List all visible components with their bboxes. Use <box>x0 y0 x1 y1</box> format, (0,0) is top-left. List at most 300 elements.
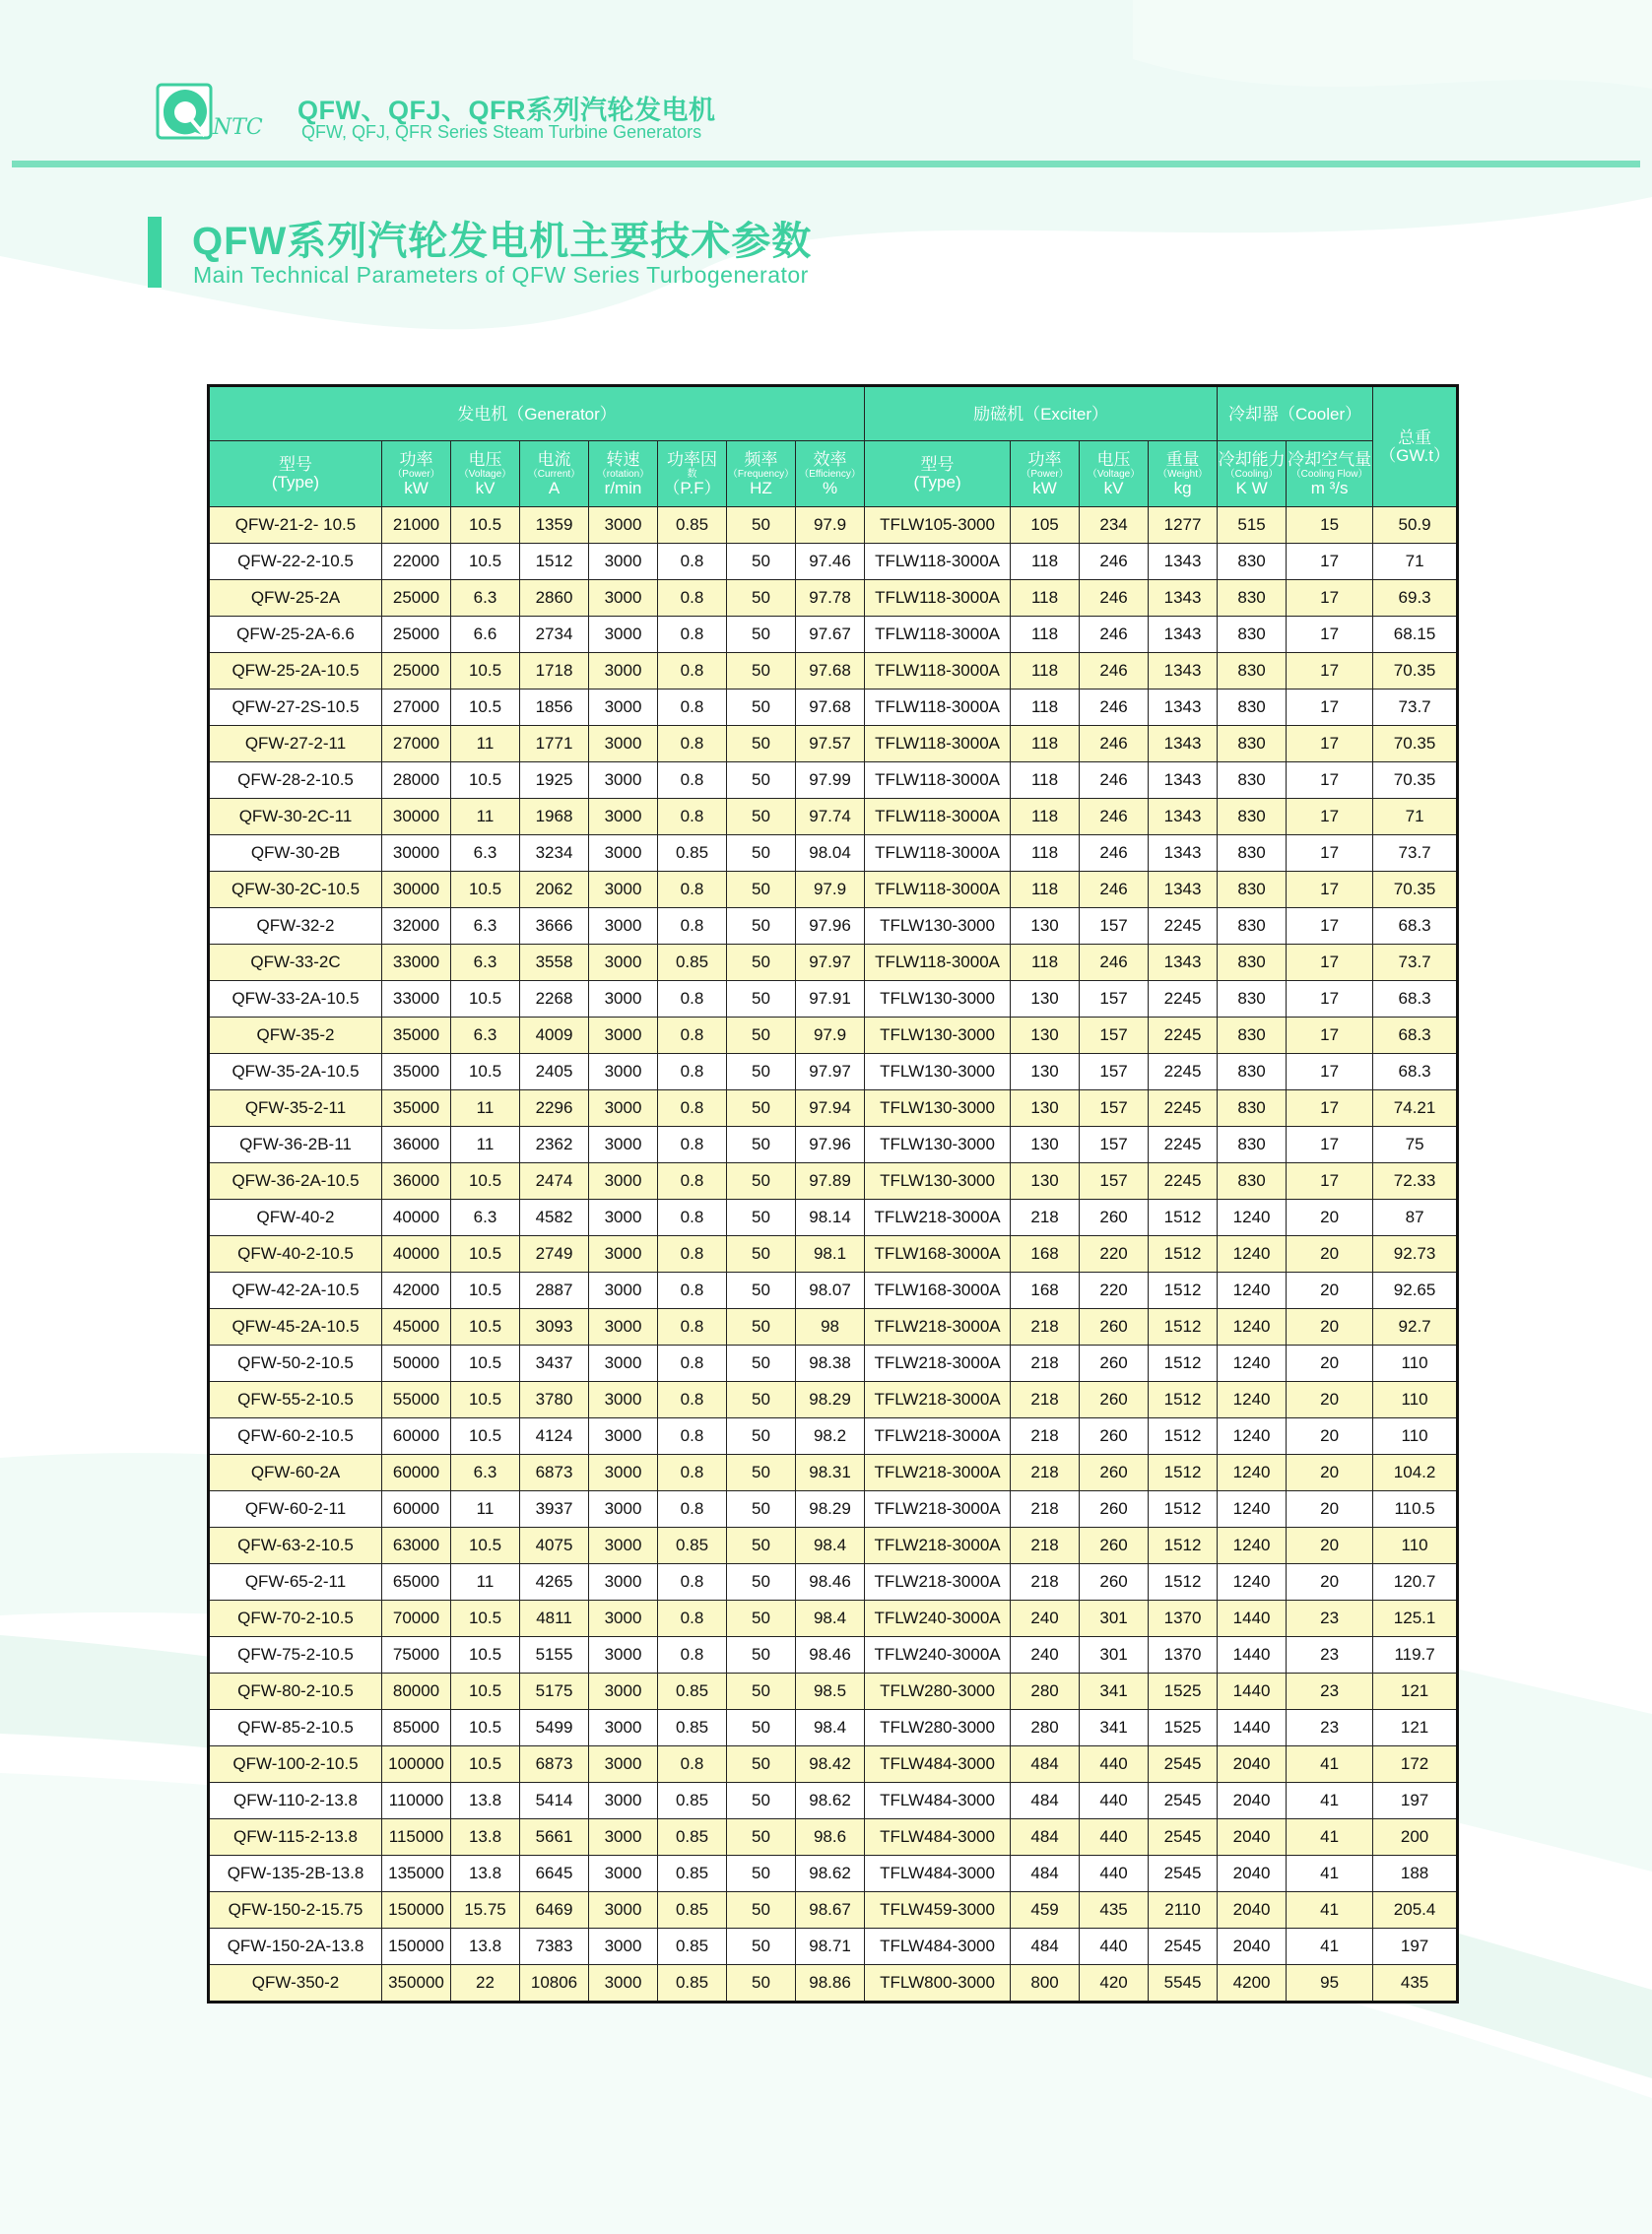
logo-text: NTC <box>213 115 263 140</box>
table-cell: 420 <box>1080 1965 1149 2003</box>
table-cell: 11 <box>451 726 520 762</box>
table-cell: 118 <box>1011 653 1080 690</box>
table-cell: 1512 <box>1149 1200 1218 1236</box>
table-cell: 830 <box>1218 835 1287 872</box>
table-cell: 75 <box>1373 1127 1458 1163</box>
table-cell: 73.7 <box>1373 945 1458 981</box>
table-cell: 1512 <box>1149 1564 1218 1601</box>
table-cell: TFLW130-3000 <box>865 1127 1011 1163</box>
table-cell: QFW-35-2A-10.5 <box>209 1054 382 1090</box>
table-cell: 70.35 <box>1373 653 1458 690</box>
table-cell: 0.8 <box>658 1054 727 1090</box>
header-divider <box>12 161 1640 167</box>
table-cell: 3000 <box>589 1746 658 1783</box>
table-cell: 50 <box>727 1710 796 1746</box>
table-cell: 10.5 <box>451 1601 520 1637</box>
table-cell: 50 <box>727 1564 796 1601</box>
table-cell: 1343 <box>1149 726 1218 762</box>
table-cell: 10.5 <box>451 653 520 690</box>
table-cell: 0.8 <box>658 653 727 690</box>
table-cell: 3000 <box>589 726 658 762</box>
table-cell: QFW-40-2-10.5 <box>209 1236 382 1273</box>
table-cell: 1968 <box>520 799 589 835</box>
table-cell: 1240 <box>1218 1273 1287 1309</box>
table-cell: 1440 <box>1218 1601 1287 1637</box>
table-cell: 130 <box>1011 1054 1080 1090</box>
table-cell: 1343 <box>1149 762 1218 799</box>
table-cell: 0.8 <box>658 726 727 762</box>
table-cell: 98.6 <box>796 1819 865 1856</box>
table-cell: 0.8 <box>658 1018 727 1054</box>
table-cell: 0.8 <box>658 690 727 726</box>
table-cell: 68.3 <box>1373 1054 1458 1090</box>
table-cell: 260 <box>1080 1346 1149 1382</box>
table-cell: 50 <box>727 799 796 835</box>
column-header-en: （Efficiency） <box>799 468 861 480</box>
table-cell: 30000 <box>382 835 451 872</box>
column-header-cn: 效率 <box>813 449 847 469</box>
table-cell: QFW-32-2 <box>209 908 382 945</box>
column-header-cn: 电压 <box>1096 449 1131 469</box>
table-cell: TFLW168-3000A <box>865 1273 1011 1309</box>
table-cell: 0.8 <box>658 762 727 799</box>
table-row <box>209 1674 1458 1710</box>
table-cell: 17 <box>1287 690 1373 726</box>
table-cell: QFW-135-2B-13.8 <box>209 1856 382 1892</box>
table-cell: 22 <box>451 1965 520 2003</box>
column-header <box>1011 441 1080 507</box>
table-cell: TFLW130-3000 <box>865 1054 1011 1090</box>
table-cell: 0.8 <box>658 981 727 1018</box>
table-cell: 260 <box>1080 1382 1149 1418</box>
table-cell: 50 <box>727 653 796 690</box>
column-header <box>1218 441 1287 507</box>
table-cell: 119.7 <box>1373 1637 1458 1674</box>
table-cell: 830 <box>1218 617 1287 653</box>
table-cell: 130 <box>1011 1127 1080 1163</box>
table-cell: 50 <box>727 726 796 762</box>
table-cell: QFW-35-2 <box>209 1018 382 1054</box>
table-cell: 85000 <box>382 1710 451 1746</box>
column-header <box>520 441 589 507</box>
table-cell: 97.96 <box>796 908 865 945</box>
table-cell: 92.73 <box>1373 1236 1458 1273</box>
table-cell: 459 <box>1011 1892 1080 1929</box>
table-cell: 246 <box>1080 653 1149 690</box>
table-cell: 5545 <box>1149 1965 1218 2003</box>
table-cell: QFW-60-2-11 <box>209 1491 382 1528</box>
table-cell: 120.7 <box>1373 1564 1458 1601</box>
table-cell: 17 <box>1287 945 1373 981</box>
table-cell: QFW-63-2-10.5 <box>209 1528 382 1564</box>
table-cell: 2245 <box>1149 981 1218 1018</box>
table-cell: QFW-115-2-13.8 <box>209 1819 382 1856</box>
table-cell: 92.7 <box>1373 1309 1458 1346</box>
table-cell: 168 <box>1011 1273 1080 1309</box>
table-cell: TFLW130-3000 <box>865 908 1011 945</box>
table-cell: TFLW218-3000A <box>865 1309 1011 1346</box>
table-cell: 157 <box>1080 1054 1149 1090</box>
table-cell: TFLW118-3000A <box>865 726 1011 762</box>
table-cell: 2545 <box>1149 1856 1218 1892</box>
table-cell: 150000 <box>382 1892 451 1929</box>
table-cell: QFW-70-2-10.5 <box>209 1601 382 1637</box>
table-cell: 121 <box>1373 1710 1458 1746</box>
table-row <box>209 1200 1458 1236</box>
table-cell: 98.86 <box>796 1965 865 2003</box>
table-cell: 3000 <box>589 1054 658 1090</box>
table-cell: 15 <box>1287 507 1373 544</box>
table-cell: 23 <box>1287 1674 1373 1710</box>
column-header-en: （Current） <box>527 468 581 480</box>
table-cell: 220 <box>1080 1273 1149 1309</box>
table-cell: 115000 <box>382 1819 451 1856</box>
table-cell: QFW-60-2A <box>209 1455 382 1491</box>
table-cell: 2405 <box>520 1054 589 1090</box>
table-cell: 157 <box>1080 1018 1149 1054</box>
total-weight-label: 总重 <box>1398 427 1432 447</box>
table-cell: 110000 <box>382 1783 451 1819</box>
table-cell: TFLW484-3000 <box>865 1746 1011 1783</box>
table-cell: QFW-42-2A-10.5 <box>209 1273 382 1309</box>
table-cell: 0.8 <box>658 1200 727 1236</box>
table-row <box>209 1601 1458 1637</box>
table-cell: 41 <box>1287 1783 1373 1819</box>
table-cell: 98.29 <box>796 1491 865 1528</box>
table-cell: QFW-80-2-10.5 <box>209 1674 382 1710</box>
table-cell: 150000 <box>382 1929 451 1965</box>
table-cell: 3000 <box>589 1200 658 1236</box>
table-cell: 1525 <box>1149 1710 1218 1746</box>
table-cell: TFLW800-3000 <box>865 1965 1011 2003</box>
table-cell: 246 <box>1080 617 1149 653</box>
table-cell: 246 <box>1080 762 1149 799</box>
table-cell: 50 <box>727 507 796 544</box>
table-cell: 218 <box>1011 1309 1080 1346</box>
table-cell: 1277 <box>1149 507 1218 544</box>
table-cell: 1512 <box>1149 1382 1218 1418</box>
table-cell: 301 <box>1080 1601 1149 1637</box>
table-cell: 2734 <box>520 617 589 653</box>
column-header-cn: 频率 <box>744 449 778 469</box>
table-cell: 17 <box>1287 908 1373 945</box>
table-cell: 5414 <box>520 1783 589 1819</box>
column-header-row <box>209 441 1458 507</box>
table-cell: 118 <box>1011 835 1080 872</box>
table-cell: 35000 <box>382 1054 451 1090</box>
table-cell: 1343 <box>1149 945 1218 981</box>
table-cell: QFW-27-2-11 <box>209 726 382 762</box>
table-cell: 3000 <box>589 1564 658 1601</box>
table-cell: 32000 <box>382 908 451 945</box>
table-cell: 0.8 <box>658 1163 727 1200</box>
cooler-group-header: 冷却器（Cooler） <box>1218 386 1373 441</box>
table-cell: 50 <box>727 908 796 945</box>
table-cell: 17 <box>1287 799 1373 835</box>
table-cell: 75000 <box>382 1637 451 1674</box>
table-cell: 246 <box>1080 726 1149 762</box>
table-cell: 3000 <box>589 653 658 690</box>
table-cell: 130 <box>1011 908 1080 945</box>
table-cell: 98.4 <box>796 1528 865 1564</box>
table-cell: 0.8 <box>658 1127 727 1163</box>
table-cell: 50 <box>727 1090 796 1127</box>
table-cell: 70.35 <box>1373 872 1458 908</box>
table-cell: 10.5 <box>451 1273 520 1309</box>
table-cell: 110 <box>1373 1382 1458 1418</box>
table-cell: 20 <box>1287 1273 1373 1309</box>
column-header <box>1149 441 1218 507</box>
column-header <box>589 441 658 507</box>
table-cell: 484 <box>1011 1783 1080 1819</box>
table-cell: QFW-25-2A <box>209 580 382 617</box>
table-cell: QFW-33-2A-10.5 <box>209 981 382 1018</box>
table-cell: TFLW118-3000A <box>865 762 1011 799</box>
column-header-en: （Weight） <box>1157 468 1209 480</box>
table-cell: 5175 <box>520 1674 589 1710</box>
table-cell: 0.85 <box>658 1892 727 1929</box>
table-cell: 50 <box>727 1455 796 1491</box>
table-cell: 2860 <box>520 580 589 617</box>
table-cell: 1240 <box>1218 1236 1287 1273</box>
table-cell: 10.5 <box>451 1163 520 1200</box>
table-cell: 50 <box>727 1236 796 1273</box>
table-cell: 830 <box>1218 653 1287 690</box>
table-cell: 6.3 <box>451 1018 520 1054</box>
table-cell: 50 <box>727 1491 796 1528</box>
table-cell: 246 <box>1080 945 1149 981</box>
table-cell: 27000 <box>382 726 451 762</box>
table-cell: 17 <box>1287 762 1373 799</box>
table-cell: 30000 <box>382 872 451 908</box>
table-cell: TFLW118-3000A <box>865 580 1011 617</box>
table-cell: 97.67 <box>796 617 865 653</box>
table-cell: 3000 <box>589 580 658 617</box>
table-cell: 97.68 <box>796 653 865 690</box>
table-cell: 830 <box>1218 1127 1287 1163</box>
table-cell: 2749 <box>520 1236 589 1273</box>
table-cell: 97.96 <box>796 1127 865 1163</box>
table-cell: 1856 <box>520 690 589 726</box>
table-cell: 6.3 <box>451 1455 520 1491</box>
table-cell: 70.35 <box>1373 762 1458 799</box>
table-cell: 50 <box>727 1819 796 1856</box>
table-cell: 20 <box>1287 1418 1373 1455</box>
table-cell: 2062 <box>520 872 589 908</box>
table-cell: 6645 <box>520 1856 589 1892</box>
table-row <box>209 762 1458 799</box>
table-cell: 1240 <box>1218 1455 1287 1491</box>
header-subtitle: QFW, QFJ, QFR Series Steam Turbine Generators <box>301 122 702 142</box>
table-row <box>209 507 1458 544</box>
column-header-cn: 电压 <box>468 449 502 469</box>
table-cell: 3666 <box>520 908 589 945</box>
table-cell: 0.8 <box>658 1236 727 1273</box>
table-cell: 110.5 <box>1373 1491 1458 1528</box>
table-cell: 3000 <box>589 1090 658 1127</box>
table-row <box>209 1346 1458 1382</box>
table-cell: 484 <box>1011 1746 1080 1783</box>
table-cell: 130 <box>1011 1163 1080 1200</box>
table-cell: 0.8 <box>658 1491 727 1528</box>
table-cell: TFLW218-3000A <box>865 1455 1011 1491</box>
table-cell: 1240 <box>1218 1200 1287 1236</box>
table-cell: 168 <box>1011 1236 1080 1273</box>
column-header-unit: HZ <box>750 478 772 497</box>
table-cell: 3437 <box>520 1346 589 1382</box>
table-cell: 2040 <box>1218 1892 1287 1929</box>
table-cell: 10.5 <box>451 762 520 799</box>
table-cell: 218 <box>1011 1455 1080 1491</box>
table-row <box>209 1564 1458 1601</box>
section-title: QFW系列汽轮发电机主要技术参数 <box>192 220 813 263</box>
table-row <box>209 653 1458 690</box>
generator-group-header: 发电机（Generator） <box>209 386 865 441</box>
table-cell: 50.9 <box>1373 507 1458 544</box>
table-cell: 6.3 <box>451 1200 520 1236</box>
table-cell: 440 <box>1080 1783 1149 1819</box>
table-cell: 350000 <box>382 1965 451 2003</box>
table-cell: 1343 <box>1149 544 1218 580</box>
table-cell: 36000 <box>382 1163 451 1200</box>
table-cell: 218 <box>1011 1346 1080 1382</box>
table-cell: 50000 <box>382 1346 451 1382</box>
table-cell: 1343 <box>1149 653 1218 690</box>
table-cell: QFW-25-2A-6.6 <box>209 617 382 653</box>
parameters-table <box>207 384 1459 2004</box>
table-cell: 63000 <box>382 1528 451 1564</box>
table-cell: 2296 <box>520 1090 589 1127</box>
table-cell: 830 <box>1218 981 1287 1018</box>
table-cell: 6873 <box>520 1455 589 1491</box>
table-cell: 3000 <box>589 1455 658 1491</box>
table-cell: 246 <box>1080 580 1149 617</box>
column-header <box>1080 441 1149 507</box>
table-cell: TFLW218-3000A <box>865 1382 1011 1418</box>
table-cell: 3000 <box>589 1965 658 2003</box>
table-cell: 50 <box>727 945 796 981</box>
table-row <box>209 908 1458 945</box>
table-cell: 130 <box>1011 1018 1080 1054</box>
table-cell: 98.4 <box>796 1710 865 1746</box>
table-cell: 3000 <box>589 1674 658 1710</box>
table-cell: 68.3 <box>1373 908 1458 945</box>
table-cell: 515 <box>1218 507 1287 544</box>
table-cell: 50 <box>727 690 796 726</box>
table-cell: 2245 <box>1149 1163 1218 1200</box>
table-cell: 4009 <box>520 1018 589 1054</box>
table-cell: 301 <box>1080 1637 1149 1674</box>
table-row <box>209 1892 1458 1929</box>
table-cell: 0.8 <box>658 1090 727 1127</box>
table-cell: TFLW218-3000A <box>865 1491 1011 1528</box>
table-cell: 97.94 <box>796 1090 865 1127</box>
table-cell: 2545 <box>1149 1819 1218 1856</box>
table-cell: 3000 <box>589 690 658 726</box>
table-cell: QFW-65-2-11 <box>209 1564 382 1601</box>
table-cell: 17 <box>1287 580 1373 617</box>
table-cell: 440 <box>1080 1746 1149 1783</box>
group-header-row <box>209 386 1458 441</box>
table-cell: 10.5 <box>451 1746 520 1783</box>
table-cell: 0.8 <box>658 1418 727 1455</box>
table-cell: 280 <box>1011 1710 1080 1746</box>
column-header-cn: 功率 <box>1027 449 1062 469</box>
table-cell: 25000 <box>382 653 451 690</box>
table-cell: 3000 <box>589 1528 658 1564</box>
table-cell: TFLW118-3000A <box>865 544 1011 580</box>
table-cell: 13.8 <box>451 1856 520 1892</box>
table-cell: 197 <box>1373 1929 1458 1965</box>
column-header-en: 数 <box>687 468 697 480</box>
table-cell: QFW-30-2B <box>209 835 382 872</box>
table-cell: 25000 <box>382 617 451 653</box>
table-cell: 11 <box>451 1564 520 1601</box>
table-cell: QFW-110-2-13.8 <box>209 1783 382 1819</box>
table-cell: 98.14 <box>796 1200 865 1236</box>
table-cell: 3000 <box>589 799 658 835</box>
table-cell: 27000 <box>382 690 451 726</box>
column-header-unit: kV <box>475 478 496 497</box>
table-cell: 10806 <box>520 1965 589 2003</box>
table-cell: 118 <box>1011 617 1080 653</box>
table-cell: 4075 <box>520 1528 589 1564</box>
table-cell: 97.9 <box>796 507 865 544</box>
table-cell: TFLW130-3000 <box>865 1163 1011 1200</box>
table-cell: 0.8 <box>658 544 727 580</box>
table-cell: 98.42 <box>796 1746 865 1783</box>
table-cell: 50 <box>727 1965 796 2003</box>
table-row <box>209 1819 1458 1856</box>
table-cell: 118 <box>1011 872 1080 908</box>
table-cell: 3000 <box>589 1163 658 1200</box>
table-cell: 0.85 <box>658 1674 727 1710</box>
table-cell: 2040 <box>1218 1783 1287 1819</box>
table-cell: QFW-100-2-10.5 <box>209 1746 382 1783</box>
table-cell: 0.85 <box>658 1710 727 1746</box>
table-cell: 23 <box>1287 1637 1373 1674</box>
table-cell: 0.85 <box>658 507 727 544</box>
table-cell: QFW-21-2- 10.5 <box>209 507 382 544</box>
table-cell: 260 <box>1080 1309 1149 1346</box>
column-header-cn: 转速 <box>606 449 640 469</box>
table-cell: 3000 <box>589 1856 658 1892</box>
table-cell: 20 <box>1287 1200 1373 1236</box>
table-cell: 3000 <box>589 1382 658 1418</box>
table-cell: 4811 <box>520 1601 589 1637</box>
exciter-group-header: 励磁机（Exciter） <box>865 386 1218 441</box>
table-cell: 157 <box>1080 981 1149 1018</box>
table-cell: 50 <box>727 1273 796 1309</box>
table-cell: 20 <box>1287 1491 1373 1528</box>
table-cell: 50 <box>727 1346 796 1382</box>
table-cell: 2474 <box>520 1163 589 1200</box>
column-header-en: （Cooling Flow） <box>1290 468 1368 480</box>
table-cell: 1512 <box>1149 1491 1218 1528</box>
table-cell: 30000 <box>382 799 451 835</box>
column-header-cn: 功率 <box>399 449 433 469</box>
table-cell: 98.1 <box>796 1236 865 1273</box>
table-cell: 97.78 <box>796 580 865 617</box>
table-cell: 240 <box>1011 1637 1080 1674</box>
table-cell: 172 <box>1373 1746 1458 1783</box>
table-cell: 2362 <box>520 1127 589 1163</box>
column-header-unit: （P.F） <box>663 478 721 497</box>
table-cell: 0.8 <box>658 1455 727 1491</box>
table-cell: 1512 <box>1149 1236 1218 1273</box>
table-cell: 1512 <box>1149 1528 1218 1564</box>
table-cell: TFLW218-3000A <box>865 1564 1011 1601</box>
